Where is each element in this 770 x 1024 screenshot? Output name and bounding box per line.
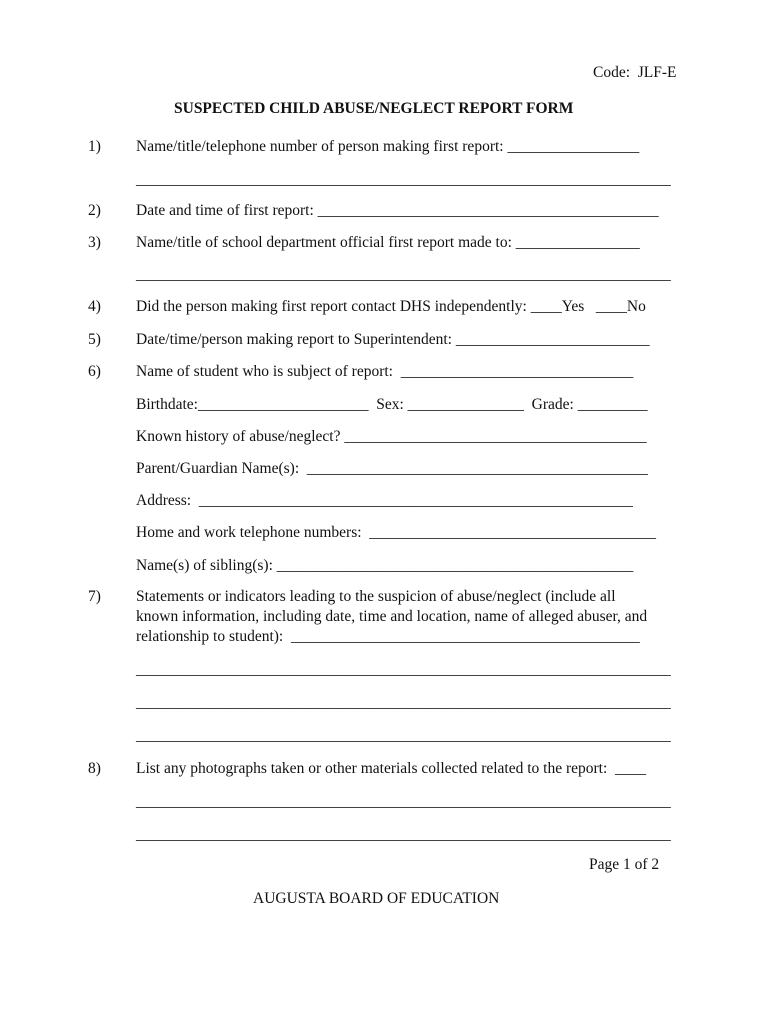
- item-number: 6): [88, 363, 101, 380]
- field-student-name: Name of student who is subject of report: ______________________________: [136, 363, 634, 380]
- form-title: SUSPECTED CHILD ABUSE/NEGLECT REPORT FORM: [174, 100, 574, 117]
- page-number: Page 1 of 2: [589, 856, 660, 873]
- field-school-official: Name/title of school department official first report made to: ________________: [136, 234, 640, 251]
- item-number: 3): [88, 234, 101, 251]
- field-statements-line1: Statements or indicators leading to the suspicion of abuse/neglect (include all: [136, 588, 616, 605]
- field-line-blank: _____________________________________________________________________: [136, 694, 671, 711]
- field-first-reporter: Name/title/telephone number of person making first report: _________________: [136, 138, 640, 155]
- field-birthdate-sex-grade: Birthdate:______________________ Sex: _______________ Grade: _________: [136, 396, 648, 413]
- form-code: Code: JLF-E: [593, 64, 677, 81]
- field-photographs: List any photographs taken or other materials collected related to the report: ____: [136, 760, 647, 777]
- field-line-blank: _____________________________________________________________________: [136, 661, 671, 678]
- field-line-blank: _____________________________________________________________________: [136, 826, 671, 843]
- item-number: 7): [88, 588, 101, 605]
- field-line-blank: _____________________________________________________________________: [136, 266, 671, 283]
- field-siblings: Name(s) of sibling(s): ______________________________________________: [136, 557, 634, 574]
- item-number: 2): [88, 202, 101, 219]
- field-dhs-contact: Did the person making first report contact DHS independently: ____Yes ____No: [136, 298, 646, 315]
- item-number: 4): [88, 298, 101, 315]
- field-line-blank: _____________________________________________________________________: [136, 171, 671, 188]
- item-number: 1): [88, 138, 101, 155]
- field-telephone-numbers: Home and work telephone numbers: _____________________________________: [136, 524, 657, 541]
- item-number: 8): [88, 760, 101, 777]
- item-number: 5): [88, 331, 101, 348]
- field-parent-guardian: Parent/Guardian Name(s): ____________________________________________: [136, 460, 648, 477]
- field-line-blank: _____________________________________________________________________: [136, 793, 671, 810]
- field-first-report-datetime: Date and time of first report: ____________________________________________: [136, 202, 659, 219]
- field-known-history: Known history of abuse/neglect? _______________________________________: [136, 428, 647, 445]
- field-line-blank: _____________________________________________________________________: [136, 727, 671, 744]
- board-name: AUGUSTA BOARD OF EDUCATION: [253, 890, 500, 907]
- field-address: Address: ________________________________________________________: [136, 492, 633, 509]
- field-superintendent-report: Date/time/person making report to Superintendent: _________________________: [136, 331, 650, 348]
- field-statements-line3: relationship to student): _____________________________________________: [136, 628, 640, 645]
- field-statements-line2: known information, including date, time and location, name of alleged abuser, and: [136, 608, 648, 625]
